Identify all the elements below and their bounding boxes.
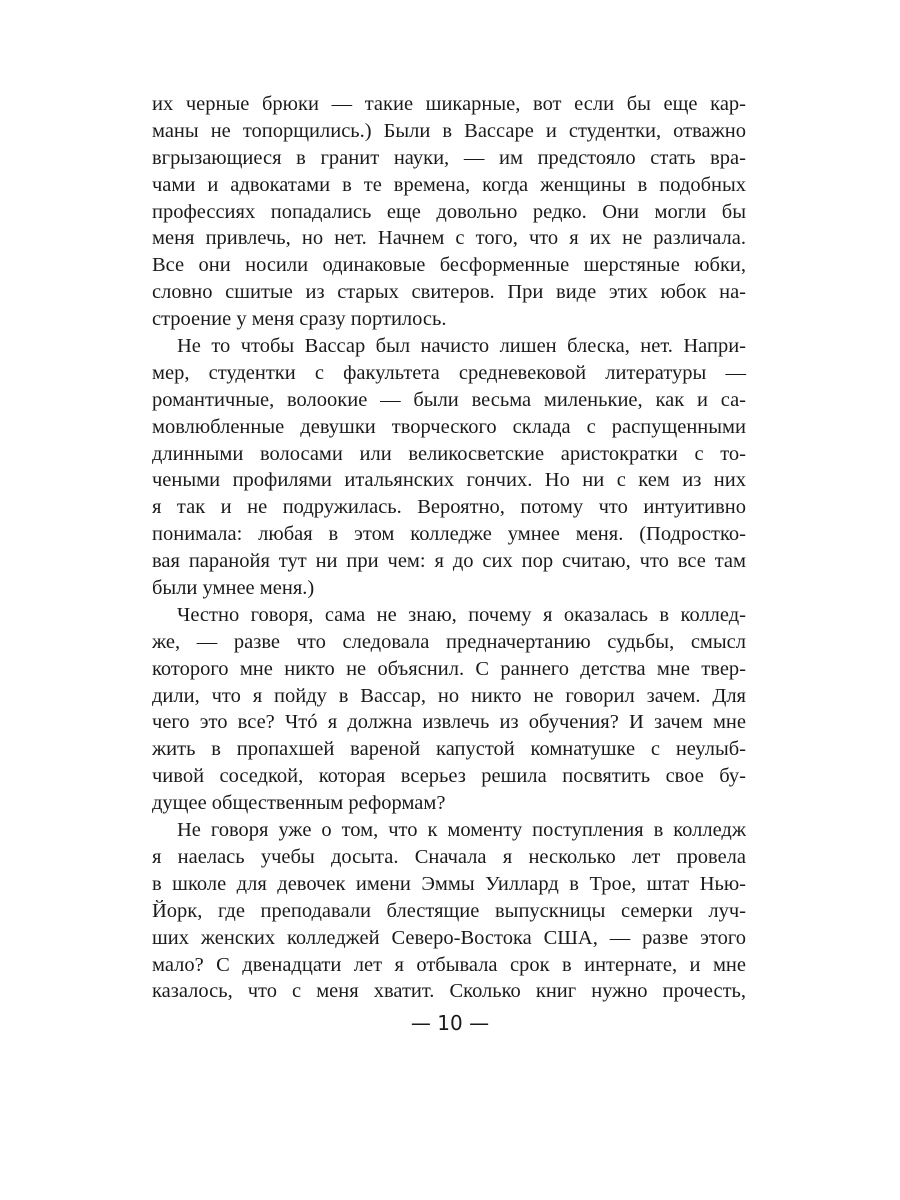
text-line: казалось, что с меня хватит. Сколько книг нужно прочесть, [152,980,746,1003]
text-line: жить в пропахшей вареной капустой комнатушке с неулыб- [152,738,746,761]
text-line: словно сшитые из старых свитеров. При виде этих юбок на- [152,281,746,304]
text-line: я наелась учебы досыта. Сначала я несколько лет провела [152,845,746,868]
text-line: я так и не подружилась. Вероятно, потому что интуитивно [152,496,746,519]
paragraph [152,91,746,333]
text-line: вая паранойя тут ни при чем: я до сих пор считаю, что все там [152,550,746,573]
text-line: Йорк, где преподавали блестящие выпускницы семерки луч- [152,899,746,922]
text-line: чивой соседкой, которая всерьез решила посвятить свое бу- [152,765,746,788]
text-line: меня привлечь, но нет. Начнем с того, что я их не различала. [152,227,746,250]
text-line: мер, студентки с факультета средневековой литературы — [152,361,746,384]
text-line: дили, что я пойду в Вассар, но никто не говорил зачем. Для [152,684,746,707]
text-line: романтичные, волоокие — были весьма миленькие, как и са- [152,388,746,411]
page-number: — 10 — [410,1011,490,1035]
text-line: мовлюбленные девушки творческого склада с распущенными [152,415,746,438]
text-line: мало? С двенадцати лет я отбывала срок в интернате, и мне [152,953,746,976]
text-line: же, — разве что следовала предначертанию судьбы, смысл [152,630,746,653]
text-line: длинными волосами или великосветские аристократки с то- [152,442,746,465]
paragraph [152,333,746,602]
text-line: чего это все? Чтó я должна извлечь из обучения? И зачем мне [152,711,746,734]
text-line: Честно говоря, сама не знаю, почему я оказалась в коллед- [177,603,746,626]
body-text [152,91,746,1005]
text-line: дущее общественным реформам? [152,792,446,815]
text-line: которого мне никто не объяснил. С раннего детства мне твер- [152,657,746,680]
text-line: чеными профилями итальянских гончих. Но ни с кем из них [152,469,746,492]
text-line: их черные брюки — такие шикарные, вот если бы еще кар- [152,93,746,115]
paragraph [152,817,746,1005]
text-line: профессиях попадались еще довольно редко. Они могли бы [152,200,746,223]
text-line: Не то чтобы Вассар был начисто лишен блеска, нет. Напри- [177,335,746,358]
text-line: были умнее меня.) [152,577,315,600]
text-line: Все они носили одинаковые бесформенные шерстяные юбки, [152,254,746,277]
text-line: понимала: любая в этом колледже умнее меня. (Подростко- [152,523,746,546]
text-line: строение у меня сразу портилось. [152,308,447,331]
text-line: чами и адвокатами в те времена, когда женщины в подобных [152,173,746,196]
paragraph [152,602,746,817]
text-line: маны не топорщились.) Были в Вассаре и студентки, отважно [152,119,746,142]
text-line: ших женских колледжей Северо-Востока США, — разве этого [152,926,746,949]
text-line: Не говоря уже о том, что к моменту поступления в колледж [177,819,746,842]
text-line: в школе для девочек имени Эммы Уиллард в Трое, штат Нью- [152,872,746,895]
text-line: вгрызающиеся в гранит науки, — им предстояло стать вра- [152,146,746,169]
